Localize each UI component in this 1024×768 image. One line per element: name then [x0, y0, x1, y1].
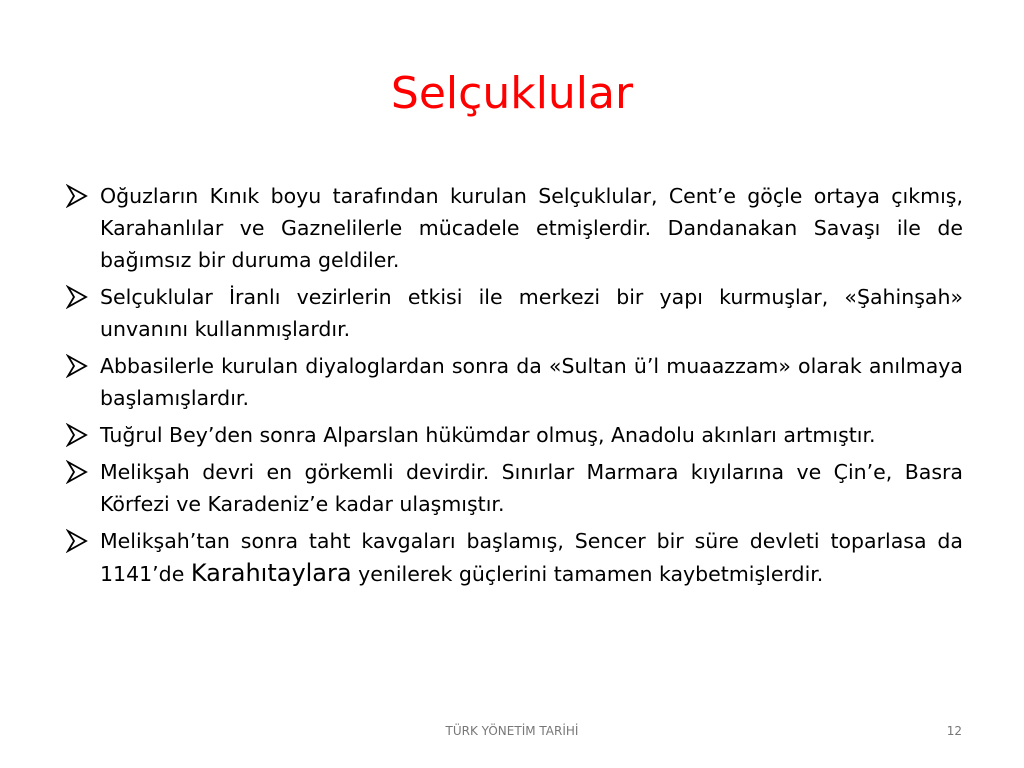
arrowhead-bullet-icon [66, 419, 88, 451]
footer-title: TÜRK YÖNETİM TARİHİ [445, 724, 579, 738]
slide-title: Selçuklular [390, 68, 634, 119]
arrowhead-bullet-icon [66, 456, 88, 488]
bullet-item [62, 456, 963, 520]
bullet-item [62, 281, 963, 345]
bullet-text: Abbasilerle kurulan diyaloglardan sonra da «Sultan ü’l muaazzam» olarak anılmaya başlamışlardır. [100, 354, 963, 410]
bullet-text: Oğuzların Kınık boyu tarafından kurulan Selçuklular, Cent’e göçle ortaya çıkmış, Karahanlılar ve Gaznelilerle mücadele etmişlerdir. Dandanakan Savaşı ile de bağımsız bir duruma geldiler. [100, 184, 963, 272]
bullet-item [62, 525, 963, 590]
bullet-text: Selçuklular İranlı vezirlerin etkisi ile merkezi bir yapı kurmuşlar, «Şahinşah» unvanını kullanmışlardır. [100, 285, 963, 341]
arrowhead-bullet-icon [66, 180, 88, 212]
bullet-text-before: Melikşah’tan sonra taht kavgaları başlamış, Sencer bir süre devleti toparlasa da 1141’de [100, 529, 963, 586]
bullet-text-emphasis: Karahıtaylara [190, 559, 352, 587]
arrowhead-bullet-icon [66, 281, 88, 313]
bullet-item [62, 350, 963, 414]
bullet-list [62, 180, 963, 595]
bullet-text-after: yenilerek güçlerini tamamen kaybetmişlerdir. [351, 562, 824, 586]
arrowhead-bullet-icon [66, 525, 88, 557]
page-number: 12 [946, 724, 962, 738]
bullet-text: Tuğrul Bey’den sonra Alparslan hükümdar olmuş, Anadolu akınları artmıştır. [100, 423, 876, 447]
bullet-text: Melikşah devri en görkemli devirdir. Sınırlar Marmara kıyılarına ve Çin’e, Basra Körfezi ve Karadeniz’e kadar ulaşmıştır. [100, 460, 963, 516]
arrowhead-bullet-icon [66, 350, 88, 382]
bullet-item [62, 180, 963, 276]
bullet-item [62, 419, 963, 451]
